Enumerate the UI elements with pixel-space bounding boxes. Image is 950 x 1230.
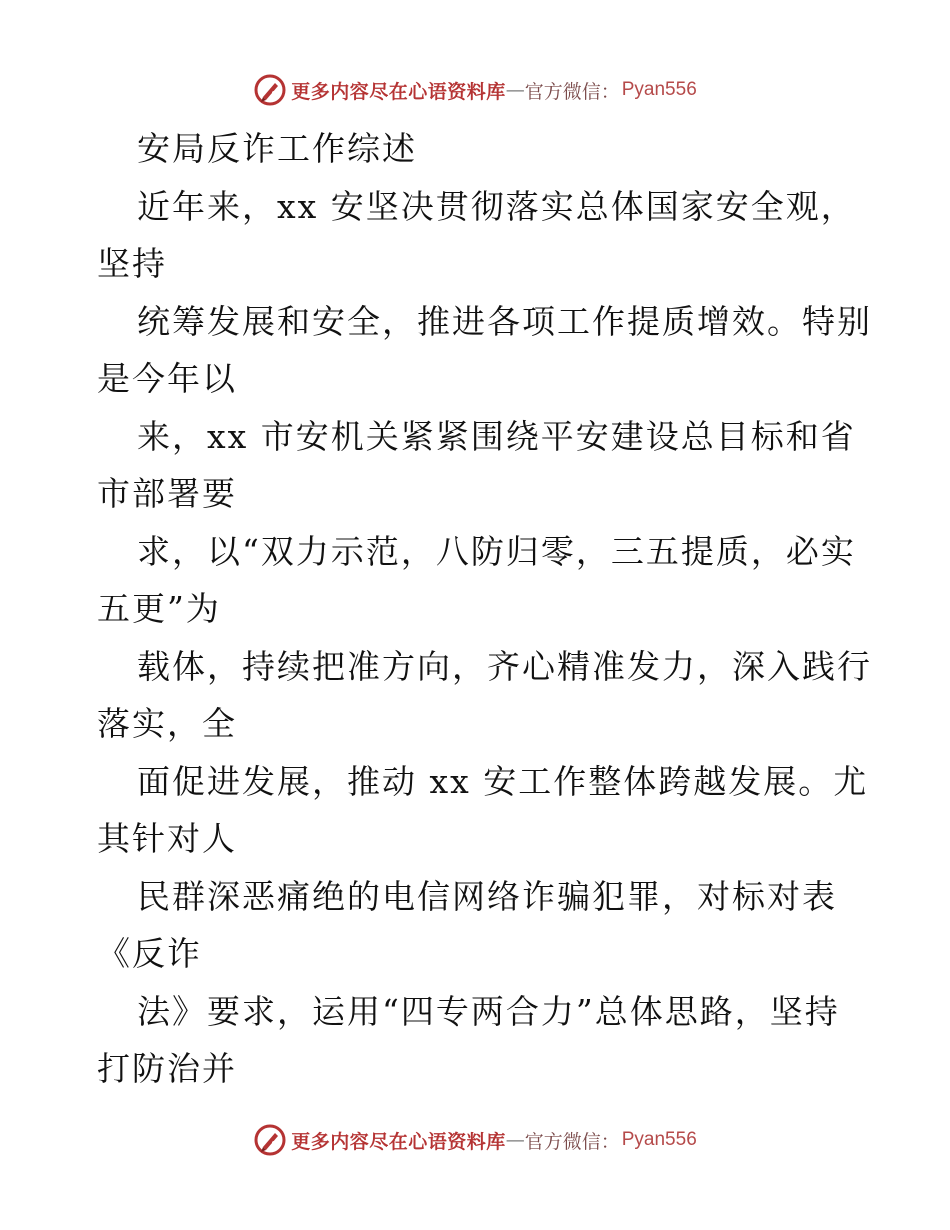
- paragraph-line: 面促进发展，推动 xx 安工作整体跨越发展。尤: [137, 761, 869, 801]
- paragraph-line: 统筹发展和安全，推进各项工作提质增效。特别: [137, 301, 872, 341]
- paragraph-line: 市部署要: [97, 474, 237, 513]
- banner-wechat-id: Pyan556: [621, 1129, 697, 1150]
- paragraph-line: 近年来，xx 安坚决贯彻落实总体国家安全观，: [137, 186, 856, 226]
- document-title: 安局反诈工作综述: [137, 129, 417, 168]
- document-body: [97, 120, 872, 1098]
- banner-title: 更多内容尽在心语资料库: [291, 1130, 506, 1153]
- paragraph-line: 载体，持续把准方向，齐心精准发力，深入践行: [137, 646, 872, 686]
- pen-logo-icon: [253, 73, 287, 107]
- banner-wechat-label: 官方微信：: [524, 80, 620, 103]
- banner-title: 更多内容尽在心语资料库: [291, 80, 506, 103]
- pen-logo-icon: [253, 1123, 287, 1157]
- paragraph-line: 打防治并: [97, 1049, 237, 1088]
- paragraph-line: 五更”为: [97, 589, 221, 628]
- banner-separator: —: [505, 79, 525, 101]
- banner-wechat-id: Pyan556: [621, 79, 697, 100]
- banner-separator: —: [505, 1129, 525, 1151]
- paragraph-line: 法》要求，运用“四专两合力”总体思路，坚持: [137, 991, 840, 1031]
- paragraph-line: 坚持: [97, 244, 167, 283]
- paragraph-line: 其针对人: [97, 819, 237, 858]
- paragraph-line: 民群深恶痛绝的电信网络诈骗犯罪，对标对表: [137, 876, 837, 916]
- paragraph-line: 来，xx 市安机关紧紧围绕平安建设总目标和省: [137, 416, 856, 456]
- paragraph-line: 《反诈: [97, 934, 202, 973]
- paragraph-line: 求，以“双力示范，八防归零，三五提质，必实: [137, 531, 856, 571]
- banner-wechat-label: 官方微信：: [524, 1130, 620, 1153]
- footer-banner: [0, 1120, 950, 1160]
- paragraph-line: 是今年以: [97, 359, 237, 398]
- header-banner: [0, 70, 950, 110]
- paragraph-line: 落实，全: [97, 704, 237, 743]
